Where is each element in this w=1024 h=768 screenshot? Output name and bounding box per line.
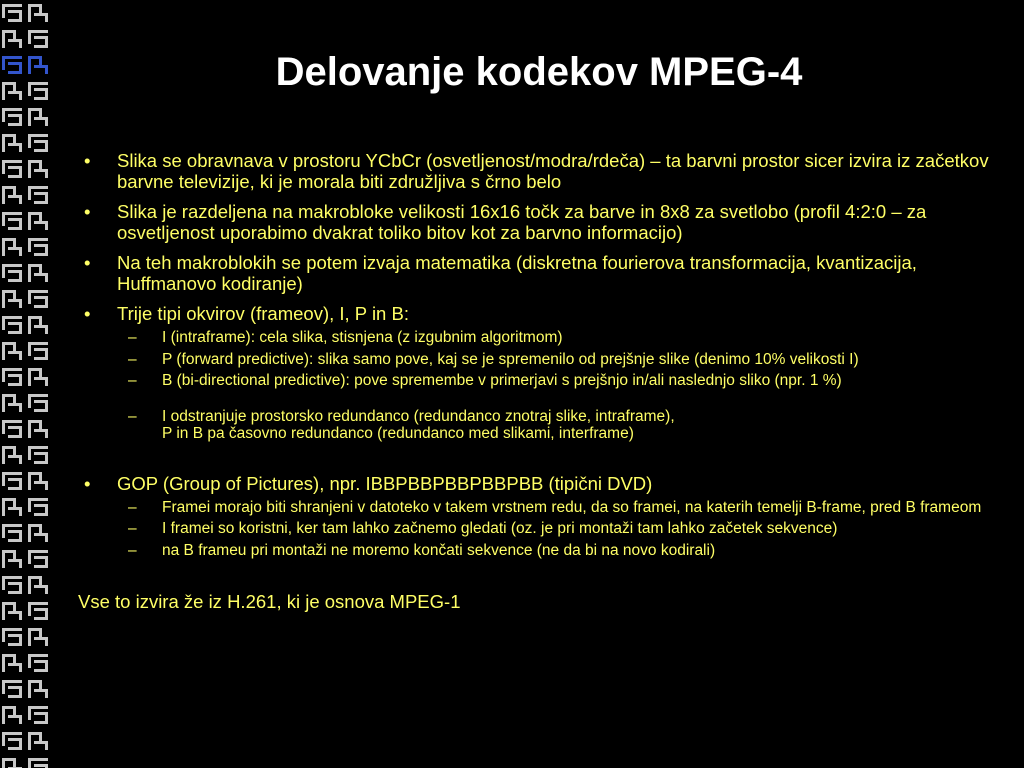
strip-pattern-tile <box>2 576 22 594</box>
strip-pattern-tile <box>28 212 48 230</box>
strip-pattern-tile <box>2 290 22 308</box>
strip-pattern-tile <box>28 706 48 724</box>
spacer <box>78 447 996 473</box>
strip-pattern-tile <box>28 680 48 698</box>
bullet-symbol: • <box>84 201 91 222</box>
sub-item <box>78 408 996 443</box>
sub-item <box>78 520 996 538</box>
gop-list <box>78 499 996 560</box>
bullet-symbol: • <box>84 303 91 324</box>
strip-pattern-tile <box>2 680 22 698</box>
spacer <box>78 563 996 591</box>
strip-pattern-tile <box>2 394 22 412</box>
spacer <box>117 394 996 408</box>
dash-symbol: – <box>128 329 137 346</box>
sub-item-text: Framei morajo biti shranjeni v datoteko v takem vrstnem redu, da so framei, na katerih temelji B-frame, pred B frameom <box>162 498 982 516</box>
strip-pattern-tile <box>2 134 22 152</box>
dash-symbol: – <box>128 350 137 368</box>
strip-pattern-tile <box>2 472 22 490</box>
sub-item-text: I odstranjuje prostorsko redundanco (redundanco znotraj slike, intraframe), <box>162 407 675 425</box>
strip-pattern-tile <box>2 212 22 230</box>
strip-pattern-tile <box>2 108 22 126</box>
sub-item-text: I framei so koristni, ker tam lahko začnemo gledati (oz. je pri montaži tam lahko začetek sekvence) <box>162 520 838 537</box>
strip-pattern-tile <box>28 758 48 768</box>
sub-item-text: B (bi-directional predictive): pove spremembe v primerjavi s prejšnjo in/ali naslednjo sliko (npr. 1 %) <box>162 372 842 389</box>
strip-pattern-tile <box>2 628 22 646</box>
strip-pattern-tile <box>28 524 48 542</box>
strip-pattern-tile <box>28 316 48 334</box>
strip-pattern-tile <box>2 342 22 360</box>
strip-pattern-tile <box>28 446 48 464</box>
bullet-item <box>78 201 996 243</box>
slide-body <box>78 150 996 612</box>
sub-item <box>78 329 996 347</box>
sub-item-text: na B frameu pri montaži ne moremo končati sekvence (ne da bi na novo kodirali) <box>162 541 716 559</box>
dash-symbol: – <box>128 520 137 537</box>
sub-item <box>78 542 996 560</box>
bullet-text: Na teh makroblokih se potem izvaja matematika (diskretna fourierova transformacija, kvantizacija, Huffmanovo kodiranje) <box>117 252 917 294</box>
dash-symbol: – <box>128 407 137 425</box>
strip-pattern-tile <box>28 368 48 386</box>
bullet-text: Slika je razdeljena na makrobloke velikosti 16x16 točk za barve in 8x8 za svetlobo (profil 4:2:0 – za osvetljenost uporabimo dvakrat toliko bitov kot za barvno informacijo) <box>117 201 927 243</box>
strip-pattern-tile <box>28 160 48 178</box>
strip-pattern-tile <box>2 4 22 22</box>
strip-pattern-tile <box>28 732 48 750</box>
sub-item <box>78 351 996 369</box>
bullet-symbol: • <box>84 150 91 171</box>
strip-pattern-tile <box>2 186 22 204</box>
strip-pattern-tile <box>2 498 22 516</box>
strip-pattern-tile <box>2 238 22 256</box>
strip-pattern-tile <box>28 238 48 256</box>
strip-pattern-tile <box>2 706 22 724</box>
strip-pattern-tile <box>28 498 48 516</box>
strip-pattern-tile <box>2 602 22 620</box>
strip-pattern-tile <box>28 420 48 438</box>
dash-symbol: – <box>128 372 137 389</box>
strip-pattern-tile <box>28 108 48 126</box>
bullet-text: Trije tipi okvirov (frameov), I, P in B: <box>117 303 409 324</box>
sub-item-text: P (forward predictive): slika samo pove, kaj se je spremenilo od prejšnje slike (denimo 10% velikosti I) <box>162 350 859 368</box>
strip-pattern-tile <box>2 30 22 48</box>
strip-pattern-tile <box>28 628 48 646</box>
strip-pattern-tile <box>28 290 48 308</box>
sub-item-text: I (intraframe): cela slika, stisnjena (z izgubnim algoritmom) <box>162 329 563 346</box>
strip-pattern-tile <box>28 30 48 48</box>
strip-pattern-tile <box>28 186 48 204</box>
strip-pattern-tile <box>2 732 22 750</box>
bullet-text: Slika se obravnava v prostoru YCbCr (osvetljenost/modra/rdeča) – ta barvni prostor sicer izvira iz začetkov barvne televizije, ki je morala biti združljiva s črno belo <box>117 150 989 192</box>
dash-symbol: – <box>128 541 137 559</box>
strip-pattern-tile <box>28 134 48 152</box>
strip-pattern-tile <box>2 654 22 672</box>
strip-pattern-tile <box>2 758 22 768</box>
sub-item <box>78 499 996 517</box>
strip-pattern-tile <box>28 342 48 360</box>
bullet-item <box>78 252 996 294</box>
strip-pattern-tile <box>28 654 48 672</box>
strip-pattern-tile <box>2 316 22 334</box>
strip-pattern-tile <box>2 56 22 74</box>
bullet-symbol: • <box>84 252 91 273</box>
bullet-text: GOP (Group of Pictures), npr. IBBPBBPBBPBBPBB (tipični DVD) <box>117 472 653 494</box>
bullet-symbol: • <box>84 472 91 494</box>
strip-pattern-tile <box>28 264 48 282</box>
bullet-item <box>78 303 996 324</box>
strip-pattern-tile <box>2 550 22 568</box>
frame-types-list <box>78 329 996 443</box>
sub-item-text: P in B pa časovno redundanco (redundanco med slikami, interframe) <box>162 425 634 442</box>
strip-pattern-tile <box>2 524 22 542</box>
strip-pattern-tile <box>2 264 22 282</box>
strip-pattern-tile <box>28 550 48 568</box>
decorative-side-strip <box>0 0 54 768</box>
strip-pattern-tile <box>2 160 22 178</box>
strip-pattern-tile <box>28 394 48 412</box>
strip-pattern-tile <box>28 472 48 490</box>
strip-pattern-tile <box>28 576 48 594</box>
sub-item <box>78 372 996 390</box>
bullet-item <box>78 473 996 494</box>
bullet-item <box>78 150 996 192</box>
strip-pattern-tile <box>2 368 22 386</box>
strip-pattern-tile <box>28 602 48 620</box>
strip-pattern-tile <box>2 82 22 100</box>
footer-note: Vse to izvira že iz H.261, ki je osnova MPEG-1 <box>78 591 461 612</box>
strip-pattern-tile <box>28 82 48 100</box>
strip-pattern-tile <box>28 4 48 22</box>
slide-title: Delovanje kodekov MPEG-4 <box>275 50 803 94</box>
strip-pattern-tile <box>28 56 48 74</box>
strip-pattern-tile <box>2 420 22 438</box>
dash-symbol: – <box>128 498 137 516</box>
strip-pattern-tile <box>2 446 22 464</box>
